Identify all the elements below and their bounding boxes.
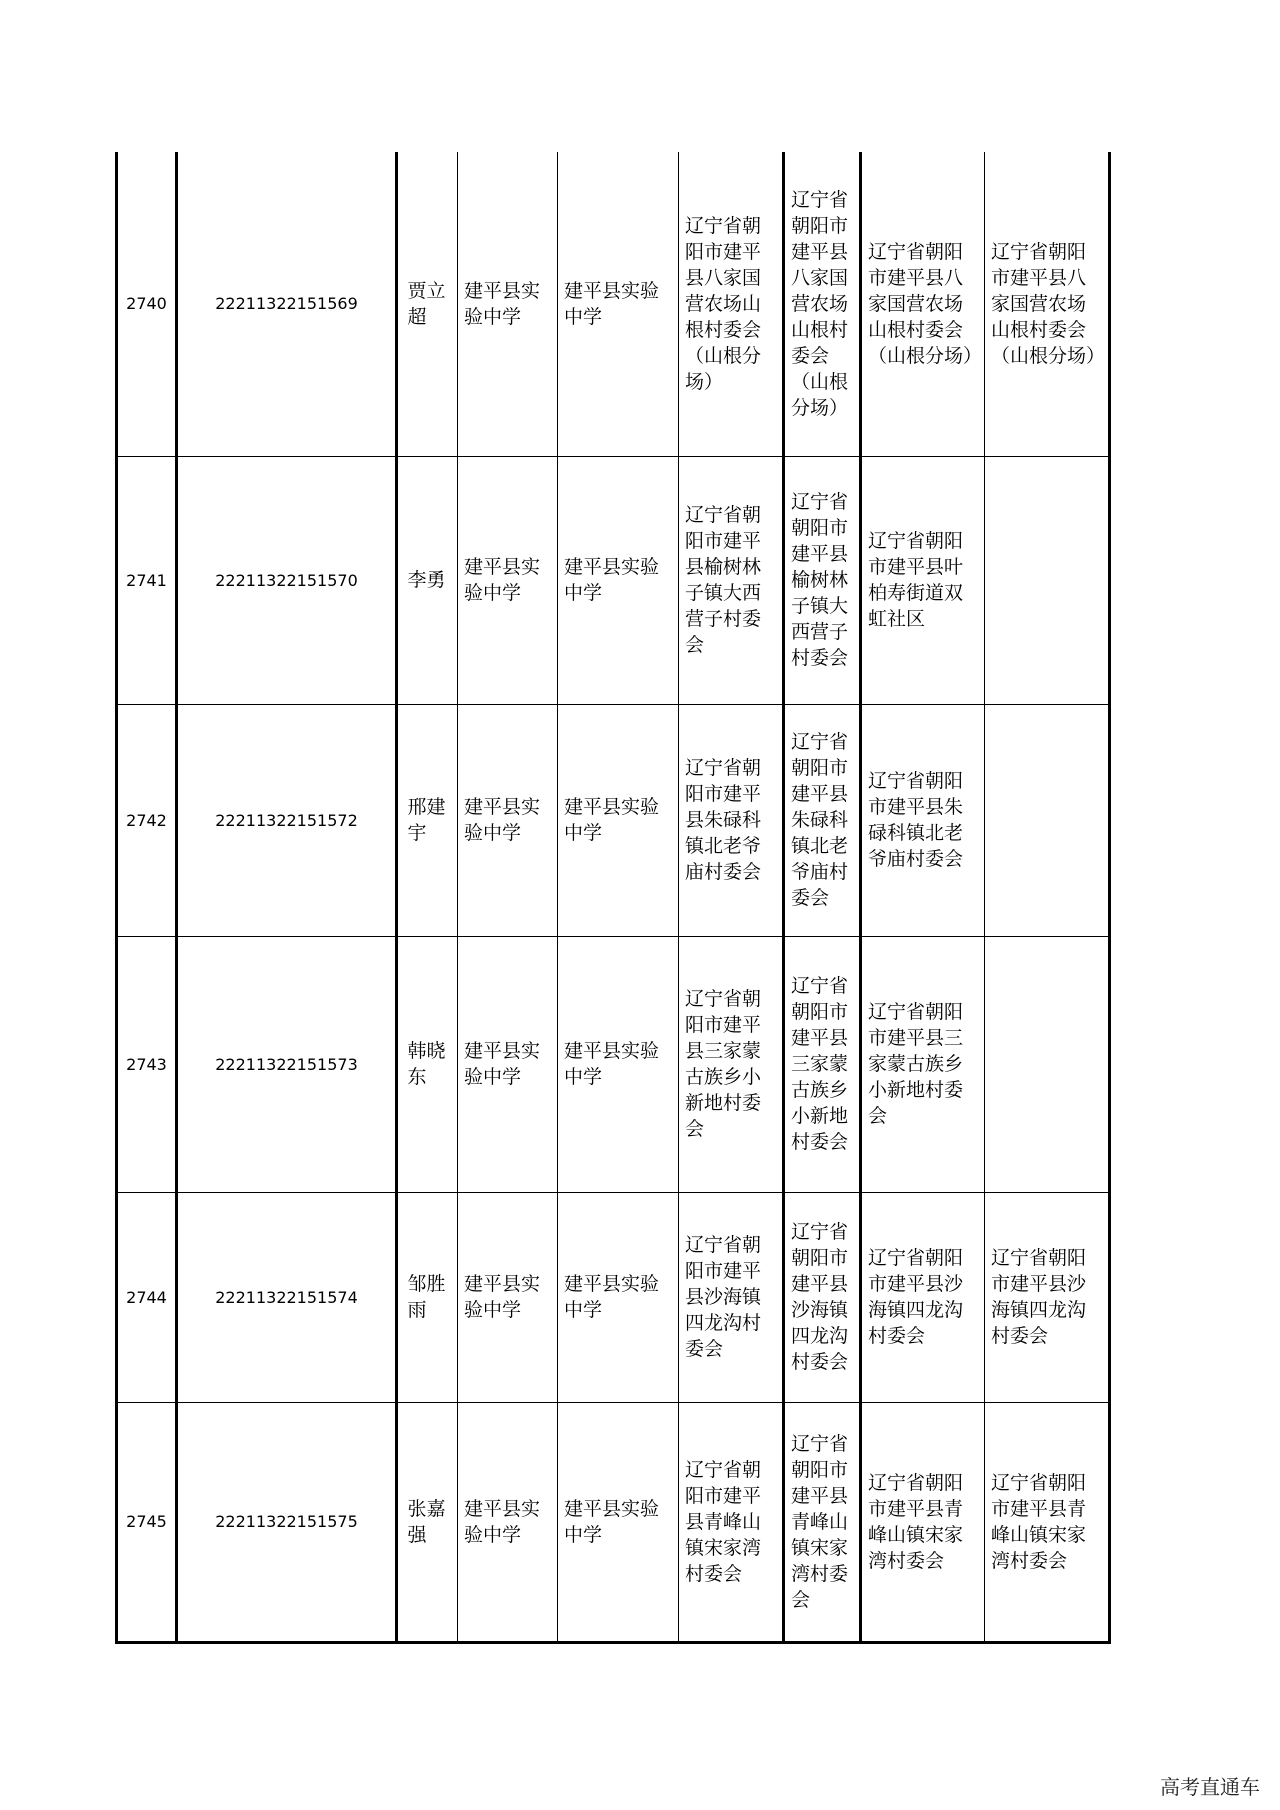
school-cell: 建平县实验中学: [458, 936, 558, 1192]
address-cell: 辽宁省朝阳市建平县沙海镇四龙沟村委会: [784, 1192, 861, 1402]
table-row: [117, 456, 1110, 704]
name-cell: [397, 936, 458, 1192]
school-cell: 建平县实验中学: [558, 1402, 679, 1642]
address-cell: 辽宁省朝阳市建平县青峰山镇宋家湾村委会: [784, 1402, 861, 1642]
address-cell: 辽宁省朝阳市建平县青峰山镇宋家湾村委会: [679, 1402, 784, 1642]
address-cell: 辽宁省朝阳市建平县三家蒙古族乡小新地村委会: [679, 936, 784, 1192]
exam-id-cell: 22211322151575: [177, 1402, 397, 1642]
exam-id-cell: 22211322151569: [177, 152, 397, 456]
address-cell: 辽宁省朝阳市建平县三家蒙古族乡小新地村委会: [861, 936, 985, 1192]
address-cell: 辽宁省朝阳市建平县沙海镇四龙沟村委会: [861, 1192, 985, 1402]
serial-number-cell: 2742: [117, 704, 177, 936]
name-text: 张嘉强: [407, 1497, 446, 1546]
name-text: 邹胜雨: [407, 1273, 446, 1321]
address-cell: [985, 936, 1110, 1192]
address-cell: 辽宁省朝阳市建平县八家国营农场山根村委会（山根分场）: [784, 152, 861, 456]
school-cell: 建平县实验中学: [458, 1192, 558, 1402]
address-cell: 辽宁省朝阳市建平县沙海镇四龙沟村委会: [985, 1192, 1110, 1402]
name-text: 邢建宇: [407, 796, 446, 844]
serial-number-cell: 2745: [117, 1402, 177, 1642]
name-cell: [397, 456, 458, 704]
address-cell: 辽宁省朝阳市建平县榆树林子镇大西营子村委会: [784, 456, 861, 704]
school-cell: 建平县实验中学: [558, 152, 679, 456]
exam-id-cell: 22211322151573: [177, 936, 397, 1192]
address-cell: 辽宁省朝阳市建平县叶柏寿街道双虹社区: [861, 456, 985, 704]
address-cell: 辽宁省朝阳市建平县八家国营农场山根村委会（山根分场）: [985, 152, 1110, 456]
school-cell: 建平县实验中学: [558, 704, 679, 936]
table-row: [117, 704, 1110, 936]
school-cell: 建平县实验中学: [458, 1402, 558, 1642]
address-cell: 辽宁省朝阳市建平县青峰山镇宋家湾村委会: [861, 1402, 985, 1642]
table-row: [117, 936, 1110, 1192]
school-cell: 建平县实验中学: [558, 1192, 679, 1402]
exam-id-cell: 22211322151574: [177, 1192, 397, 1402]
serial-number-cell: 2741: [117, 456, 177, 704]
address-cell: 辽宁省朝阳市建平县沙海镇四龙沟村委会: [679, 1192, 784, 1402]
name-cell: [397, 152, 458, 456]
table-row: [117, 152, 1110, 456]
watermark-text: 高考直通车: [1160, 1775, 1260, 1799]
table-row: [117, 1402, 1110, 1642]
address-cell: [985, 704, 1110, 936]
school-cell: 建平县实验中学: [558, 456, 679, 704]
address-cell: 辽宁省朝阳市建平县三家蒙古族乡小新地村委会: [784, 936, 861, 1192]
exam-id-cell: 22211322151572: [177, 704, 397, 936]
address-cell: [985, 456, 1110, 704]
exam-id-cell: 22211322151570: [177, 456, 397, 704]
name-text: 贾立超: [407, 279, 446, 328]
address-cell: 辽宁省朝阳市建平县朱碌科镇北老爷庙村委会: [679, 704, 784, 936]
name-text: 韩晓东: [407, 1040, 446, 1088]
serial-number-cell: 2743: [117, 936, 177, 1192]
name-cell: [397, 704, 458, 936]
name-cell: [397, 1402, 458, 1642]
name-text: 李勇: [407, 569, 446, 591]
table-row: [117, 1192, 1110, 1402]
address-cell: 辽宁省朝阳市建平县青峰山镇宋家湾村委会: [985, 1402, 1110, 1642]
address-cell: 辽宁省朝阳市建平县榆树林子镇大西营子村委会: [679, 456, 784, 704]
serial-number-cell: 2744: [117, 1192, 177, 1402]
school-cell: 建平县实验中学: [558, 936, 679, 1192]
address-cell: 辽宁省朝阳市建平县朱碌科镇北老爷庙村委会: [861, 704, 985, 936]
address-cell: 辽宁省朝阳市建平县八家国营农场山根村委会（山根分场）: [679, 152, 784, 456]
address-cell: 辽宁省朝阳市建平县朱碌科镇北老爷庙村委会: [784, 704, 861, 936]
school-cell: 建平县实验中学: [458, 456, 558, 704]
school-cell: 建平县实验中学: [458, 704, 558, 936]
student-records-table: [115, 152, 1111, 1644]
serial-number-cell: 2740: [117, 152, 177, 456]
school-cell: 建平县实验中学: [458, 152, 558, 456]
address-cell: 辽宁省朝阳市建平县八家国营农场山根村委会（山根分场）: [861, 152, 985, 456]
name-cell: [397, 1192, 458, 1402]
